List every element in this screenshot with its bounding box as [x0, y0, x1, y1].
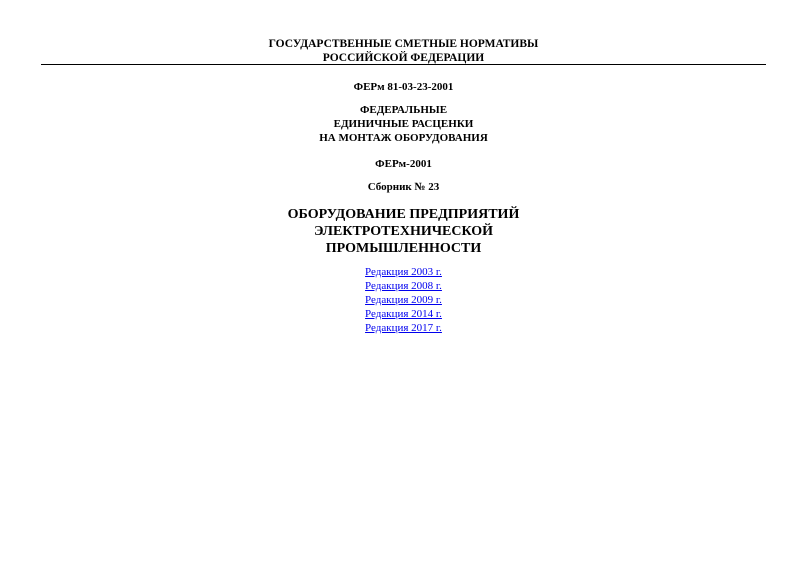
document-header [0, 37, 807, 65]
document-title-line-2: ЕДИНИЧНЫЕ РАСЦЕНКИ [333, 118, 474, 130]
edition-item [0, 293, 807, 307]
header-line-2: РОССИЙСКОЙ ФЕДЕРАЦИИ [322, 52, 485, 64]
edition-link-2014[interactable]: Редакция 2014 г. [365, 308, 442, 320]
edition-item [0, 265, 807, 279]
document-title-line-3: НА МОНТАЖ ОБОРУДОВАНИЯ [319, 132, 488, 144]
document-short-code: ФЕРм-2001 [375, 158, 432, 170]
edition-link-2003[interactable]: Редакция 2003 г. [365, 266, 442, 278]
edition-item [0, 307, 807, 321]
edition-item [0, 279, 807, 293]
document-subject-line-3: ПРОМЫШЛЕННОСТИ [325, 241, 482, 256]
document-title-line-1: ФЕДЕРАЛЬНЫЕ [359, 104, 448, 116]
document-subject-line-1: ОБОРУДОВАНИЕ ПРЕДПРИЯТИЙ [287, 207, 520, 222]
document-code: ФЕРм 81-03-23-2001 [353, 81, 454, 93]
document-subject [0, 206, 807, 257]
edition-link-2017[interactable]: Редакция 2017 г. [365, 322, 442, 334]
document-subject-line-2: ЭЛЕКТРОТЕХНИЧЕСКОЙ [313, 224, 494, 239]
edition-link-2008[interactable]: Редакция 2008 г. [365, 280, 442, 292]
document-title [0, 103, 807, 145]
header-divider [41, 64, 766, 65]
edition-link-2009[interactable]: Редакция 2009 г. [365, 294, 442, 306]
collection-number: Сборник № 23 [367, 181, 440, 193]
edition-item [0, 321, 807, 335]
header-line-1: ГОСУДАРСТВЕННЫЕ СМЕТНЫЕ НОРМАТИВЫ [268, 38, 539, 50]
editions-list [0, 265, 807, 335]
